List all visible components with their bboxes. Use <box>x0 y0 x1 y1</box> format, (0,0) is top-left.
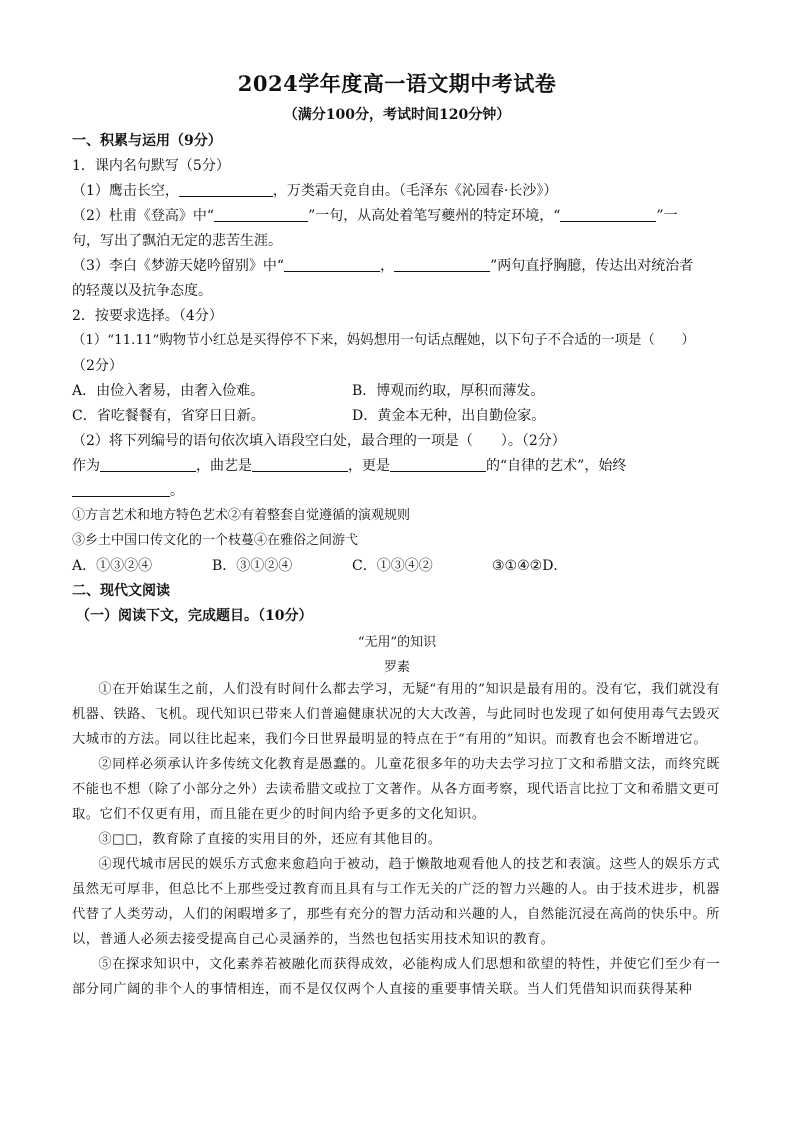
fill-text-e: 。 <box>170 483 184 499</box>
q1-item2-cont: 句，写出了飘泊无定的悲苦生涯。 <box>72 233 282 249</box>
q1-item2-text-c: ”一 <box>656 208 678 224</box>
section2-heading: 二、现代文阅读 <box>72 583 170 599</box>
answer-blank[interactable] <box>284 257 380 272</box>
q1-item2-text-a: （2）杜甫《登高》中“ <box>72 208 215 224</box>
q2-sub1-score: （2分） <box>72 358 123 374</box>
q1-item1-text-a: （1）鹰击长空， <box>72 183 179 199</box>
answer-blank[interactable] <box>560 207 656 222</box>
answer-option-d[interactable]: ③①④②D． <box>492 558 568 574</box>
q2-sub1: （1）“11.11”购物节小红总是买得停不下来，妈妈想用一句话点醒她，以下句子不合适的一项是（ ） <box>72 333 695 348</box>
q2-items-line1: ①方言艺术和地方特色艺术②有着整套自觉遵循的演观规则 <box>72 508 411 523</box>
option-a[interactable]: A．由俭入奢易，由奢入俭难。 <box>72 383 265 399</box>
q1-item3 <box>72 256 693 276</box>
q2-fill-sentence <box>72 456 626 476</box>
q2-items-line2: ③乡土中国口传文化的一个枝蔓④在雅俗之间游弋 <box>72 533 359 548</box>
section1-heading: 一、积累与运用（9分） <box>72 133 222 149</box>
fill-text-b: ，曲艺是 <box>196 458 252 474</box>
answer-blank[interactable] <box>394 257 490 272</box>
fill-text-d: 的“自律的艺术”，始终 <box>486 458 627 474</box>
fill-text-c: ，更是 <box>348 458 390 474</box>
q2-label: 2．按要求选择。（4分） <box>72 308 223 324</box>
answer-option-c[interactable]: C．①③④② <box>352 558 433 574</box>
answer-option-b[interactable]: B．③①②④ <box>212 558 293 574</box>
article-author: 罗素 <box>383 660 410 675</box>
option-c[interactable]: C．省吃餐餐有，省穿日日新。 <box>72 408 265 424</box>
q1-item1-text-b: ，万类霜天竞自由。（毛泽东《沁园春·长沙》） <box>272 183 558 199</box>
q1-item3-text-c: ”两句直抒胸臆，传达出对统治者 <box>490 258 694 274</box>
article-title: “无用”的知识 <box>357 635 437 650</box>
q1-item3-text-a: （3）李白《梦游天姥吟留别》中“ <box>72 258 285 274</box>
q1-item3-text-b: ， <box>380 258 395 274</box>
q2-fill-cont <box>72 481 184 501</box>
option-b[interactable]: B．博观而约取，厚积而薄发。 <box>352 383 545 399</box>
q1-item3-cont: 的轻蔑以及抗争态度。 <box>72 283 212 299</box>
answer-blank[interactable] <box>100 457 196 472</box>
page-subtitle: （满分100分，考试时间120分钟） <box>283 107 511 123</box>
answer-option-a[interactable]: A．①③②④ <box>72 558 153 574</box>
option-d[interactable]: D．黄金本无种，出自勤俭家。 <box>352 408 546 424</box>
article-paragraph-1: ①在开始谋生之前，人们没有时间什么都去学习，无疑“有用的”知识是最有用的。没有它，我们就没有机器、铁路、飞机。现代知识已带来人们普遍健康状况的大大改善，与此同时也发现了如何使用毒气去毁灭大城市的方法。同以往比起来，我们今日世界最明显的特点在于“有用的”知识。而教育也会不断增进它。 <box>72 682 721 747</box>
answer-blank[interactable] <box>179 182 273 197</box>
article-paragraph-5: ⑤在探求知识中，文化素养若被融化而获得成效，必能构成人们思想和欲望的特性，并使它们至少有一部分同广阔的非个人的事情相连，而不是仅仅两个人直接的重要事情关联。当人们凭借知识而获得某种 <box>72 957 720 997</box>
q1-item2 <box>72 206 678 226</box>
section2-sub1: （一）阅读下文，完成题目。（10分） <box>76 608 313 624</box>
answer-blank[interactable] <box>252 457 348 472</box>
q2-sub2: （2）将下列编号的语句依次填入语段空白处，最合理的一项是（ ）。（2分） <box>72 433 566 449</box>
article-body <box>72 677 720 1002</box>
q1-label: 1．课内名句默写（5分） <box>72 158 230 174</box>
q1-item2-text-b: ”一句，从高处着笔写夔州的特定环境，“ <box>308 208 561 224</box>
answer-blank[interactable] <box>390 457 486 472</box>
answer-blank[interactable] <box>72 482 170 497</box>
page-title: 2024学年度高一语文期中考试卷 <box>237 71 557 96</box>
q1-item1 <box>72 181 557 201</box>
article-paragraph-2: ②同样必须承认许多传统文化教育是愚蠢的。儿童花很多年的功夫去学习拉丁文和希腊文法，而终究既不能也不想（除了小部分之外）去读希腊文或拉丁文著作。从各方面考察，现代语言比拉丁文和希腊文更可取。它们不仅更有用，而且能在更少的时间内给予更多的文化知识。 <box>72 757 721 822</box>
article-paragraph-4: ④现代城市居民的娱乐方式愈来愈趋向于被动，趋于懒散地观看他人的技艺和表演。这些人的娱乐方式虽然无可厚非，但总比不上那些受过教育而且具有与工作无关的广泛的智力兴趣的人。由于技术进步，机器代替了人类劳动，人们的闲暇增多了，那些有充分的智力活动和兴趣的人，自然能沉浸在高尚的快乐中。所以，普通人必须去接受提高自己心灵涵养的，当然也包括实用技术知识的教育。 <box>72 857 721 947</box>
article-paragraph-3: ③□□，教育除了直接的实用目的外，还应有其他目的。 <box>98 832 442 847</box>
fill-text-a: 作为 <box>72 458 100 474</box>
answer-blank[interactable] <box>214 207 308 222</box>
